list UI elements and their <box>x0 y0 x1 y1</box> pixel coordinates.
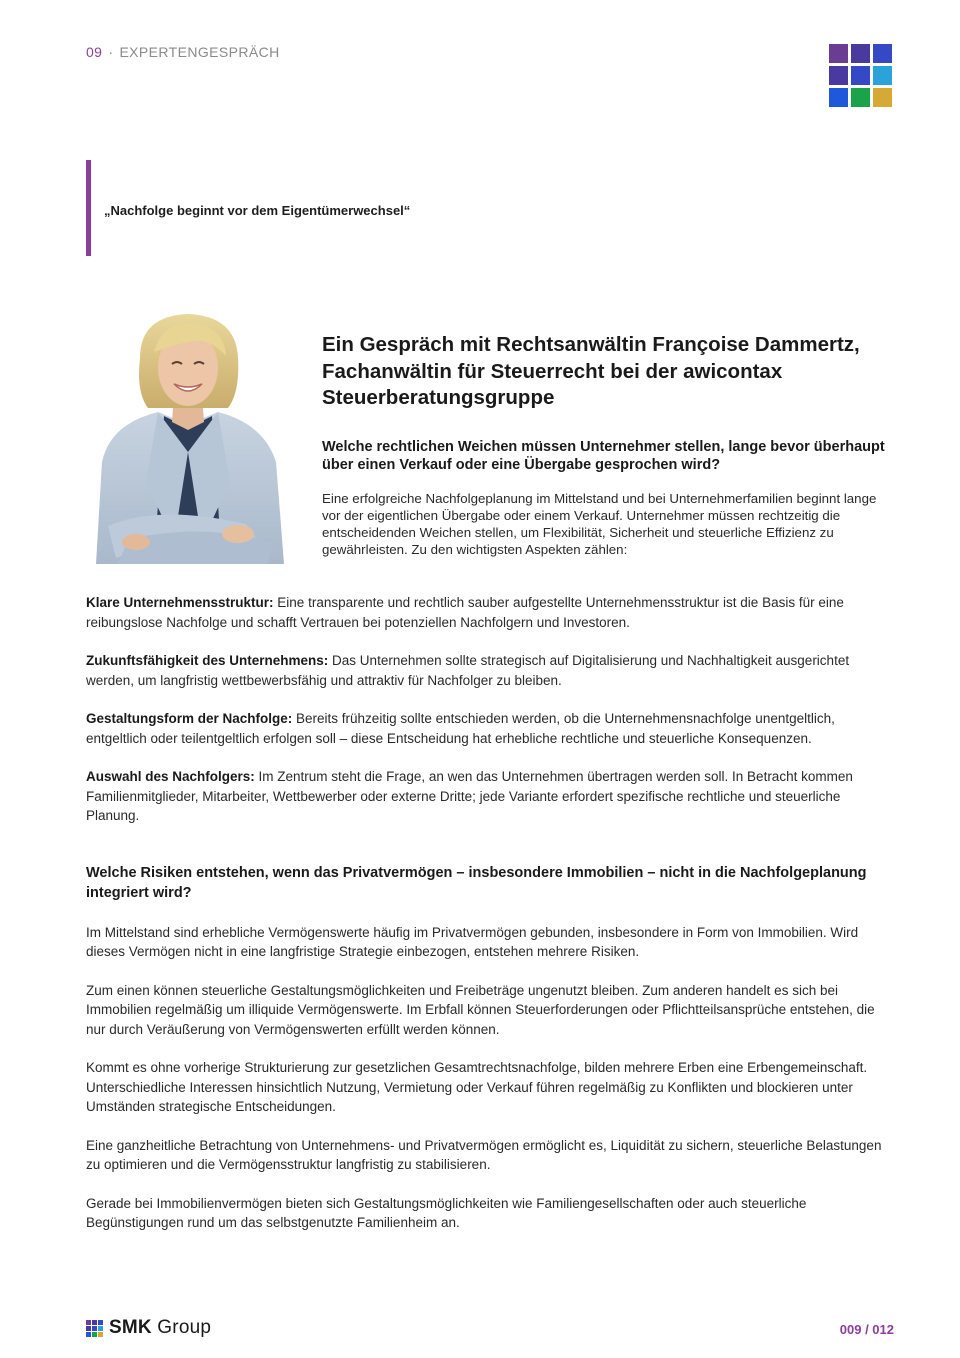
question-heading-1: Welche rechtlichen Weichen müssen Unternehmer stellen, lange bevor überhaupt über einen Verkauf oder eine Übergabe gesprochen wird? <box>322 438 885 473</box>
mini-logo-square <box>98 1320 103 1325</box>
portrait-photo <box>88 312 288 564</box>
logo-square <box>873 44 892 63</box>
brand-name-bold: SMK <box>109 1317 152 1338</box>
body-paragraph: Im Mittelstand sind erhebliche Vermögenswerte häufig im Privatvermögen gebunden, insbesondere in Form von Immobilien. Wird dieses Vermögen nicht in eine langfristige Strategie einbezogen, entstehen mehrere Risiken. <box>86 924 859 959</box>
answer-paragraph-1: Eine erfolgreiche Nachfolgeplanung im Mittelstand und bei Unternehmerfamilien beginnt lange vor der eigentlichen Übergabe oder einem Verkauf. Unternehmer müssen rechtzeitig die entscheidenden Weichen stellen, um Flexibilität, Sicherheit und steuerliche Effizienz zu gewährleisten. Zu den wichtigsten Aspekten zählen: <box>322 490 877 557</box>
intro-block <box>322 332 897 558</box>
footer-brand-logo <box>86 1317 211 1339</box>
aspect-term: Zukunftsfähigkeit des Unternehmens: <box>86 653 329 668</box>
question-heading-2: Welche Risiken entstehen, wenn das Privatvermögen – insbesondere Immobilien – nicht in die Nachfolgeplanung integriert wird? <box>86 864 867 901</box>
body-text <box>86 593 896 1252</box>
section-title: EXPERTENGESPRÄCH <box>119 44 280 60</box>
logo-square <box>851 66 870 85</box>
mini-logo-square <box>86 1332 91 1337</box>
mini-logo-square <box>98 1332 103 1337</box>
mini-logo-square <box>86 1326 91 1331</box>
logo-square <box>873 66 892 85</box>
brand-name <box>109 1317 211 1339</box>
aspect-text: Im Zentrum steht die Frage, an wen das Unternehmen übertragen werden soll. In Betracht kommen Familienmitglieder, Mitarbeiter, Wettbewerber oder externe Dritte; jede Variante erfordert spezifische rechtliche und steuerliche Planung. <box>86 769 853 823</box>
aspect-paragraph <box>86 593 896 632</box>
body-paragraph: Zum einen können steuerliche Gestaltungsmöglichkeiten und Freibeträge ungenutzt bleiben. Zum anderen handelt es sich bei Immobilien regelmäßig um illiquide Vermögenswerte. Im Erbfall können Steuerforderungen oder Pflichtteilsansprüche entstehen, die nur durch Veräußerung von Vermögenswerten erfüllt werden können. <box>86 982 875 1037</box>
aspect-text: Bereits frühzeitig sollte entschieden werden, ob die Unternehmensnachfolge unentgeltlich, entgeltlich oder teilentgeltlich erfolgen soll – diese Entscheidung hat erhebliche rechtliche und steuerliche Konsequenzen. <box>86 711 835 746</box>
logo-square <box>851 88 870 107</box>
brand-grid-mini-icon <box>86 1320 103 1337</box>
article-title: Ein Gespräch mit Rechtsanwältin Françoise Dammertz, Fachanwältin für Steuerrecht bei der awicontax Steuerberatungsgruppe <box>322 333 860 409</box>
aspect-paragraph <box>86 767 896 826</box>
section-header <box>86 44 280 60</box>
logo-square <box>829 88 848 107</box>
mini-logo-square <box>86 1320 91 1325</box>
logo-square <box>873 88 892 107</box>
section-number: 09 <box>86 44 103 60</box>
aspect-text: Das Unternehmen sollte strategisch auf Digitalisierung und Nachhaltigkeit ausgerichtet werden, um langfristig wettbewerbsfähig und attraktiv für Nachfolger zu bleiben. <box>86 653 850 688</box>
brand-name-rest: Group <box>151 1317 212 1338</box>
aspect-paragraph <box>86 651 896 690</box>
aspect-term: Klare Unternehmensstruktur: <box>86 595 274 610</box>
logo-square <box>829 66 848 85</box>
body-paragraph: Eine ganzheitliche Betrachtung von Unternehmens- und Privatvermögen ermöglicht es, Liquidität zu sichern, steuerliche Belastungen zu optimieren und die Vermögensstruktur langfristig zu stabilisieren. <box>86 1137 882 1172</box>
aspect-text: Eine transparente und rechtlich sauber aufgestellte Unternehmensstruktur ist die Basis für eine reibungslose Nachfolge und schafft Vertrauen bei potenziellen Nachfolgern und Investoren. <box>86 595 844 630</box>
brand-grid-logo <box>829 44 892 107</box>
page-number: 009 / 012 <box>839 1322 894 1337</box>
mini-logo-square <box>92 1326 97 1331</box>
portrait-illustration <box>88 312 288 564</box>
aspect-term: Gestaltungsform der Nachfolge: <box>86 711 293 726</box>
header-separator: · <box>108 44 114 60</box>
aspect-paragraph <box>86 709 896 748</box>
pull-quote: „Nachfolge beginnt vor dem Eigentümerwechsel“ <box>104 203 411 218</box>
mini-logo-square <box>98 1326 103 1331</box>
mini-logo-square <box>92 1320 97 1325</box>
logo-square <box>829 44 848 63</box>
logo-square <box>851 44 870 63</box>
body-paragraph: Kommt es ohne vorherige Strukturierung zur gesetzlichen Gesamtrechtsnachfolge, bilden mehrere Erben eine Erbengemeinschaft. Unterschiedliche Interessen hinsichtlich Nutzung, Vermietung oder Verkauf führen regelmäßig zu Konflikten und blockieren unter Umständen strategische Entscheidungen. <box>86 1060 868 1114</box>
quote-accent-bar <box>86 160 91 256</box>
aspect-term: Auswahl des Nachfolgers: <box>86 769 255 784</box>
body-paragraph: Gerade bei Immobilienvermögen bieten sich Gestaltungsmöglichkeiten wie Familiengesellschaften oder auch steuerliche Begünstigungen rund um das selbstgenutzte Familienheim an. <box>86 1195 807 1230</box>
mini-logo-square <box>92 1332 97 1337</box>
